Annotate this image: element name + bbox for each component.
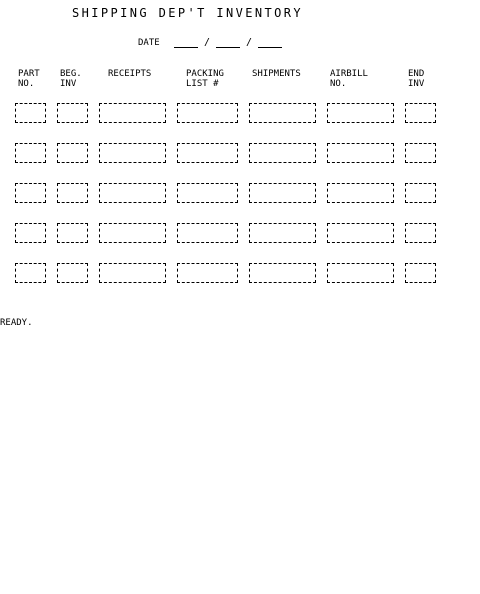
field-airbill-no-row-4[interactable] bbox=[327, 223, 394, 243]
screen-title: SHIPPING DEP'T INVENTORY bbox=[72, 6, 303, 20]
field-packing-list-row-2[interactable] bbox=[177, 143, 238, 163]
field-receipts-row-4[interactable] bbox=[99, 223, 166, 243]
field-shipments-row-2[interactable] bbox=[249, 143, 316, 163]
field-receipts-row-5[interactable] bbox=[99, 263, 166, 283]
field-end-inv-row-2[interactable] bbox=[405, 143, 436, 163]
date-day-field[interactable] bbox=[216, 38, 240, 48]
header-end-inv: END INV bbox=[408, 69, 425, 89]
field-part-no-row-5[interactable] bbox=[15, 263, 46, 283]
field-end-inv-row-5[interactable] bbox=[405, 263, 436, 283]
date-label: DATE bbox=[138, 38, 160, 48]
field-airbill-no-row-2[interactable] bbox=[327, 143, 394, 163]
field-receipts-row-2[interactable] bbox=[99, 143, 166, 163]
header-receipts: RECEIPTS bbox=[108, 69, 152, 79]
field-airbill-no-row-5[interactable] bbox=[327, 263, 394, 283]
header-airbill-no: AIRBILL NO. bbox=[330, 69, 368, 89]
field-part-no-row-4[interactable] bbox=[15, 223, 46, 243]
field-packing-list-row-4[interactable] bbox=[177, 223, 238, 243]
header-shipments: SHIPMENTS bbox=[252, 69, 301, 79]
field-beg-inv-row-1[interactable] bbox=[57, 103, 88, 123]
field-beg-inv-row-3[interactable] bbox=[57, 183, 88, 203]
date-separator: / bbox=[204, 37, 211, 48]
field-part-no-row-3[interactable] bbox=[15, 183, 46, 203]
field-shipments-row-4[interactable] bbox=[249, 223, 316, 243]
date-month-field[interactable] bbox=[174, 38, 198, 48]
field-receipts-row-1[interactable] bbox=[99, 103, 166, 123]
field-receipts-row-3[interactable] bbox=[99, 183, 166, 203]
field-airbill-no-row-1[interactable] bbox=[327, 103, 394, 123]
field-end-inv-row-4[interactable] bbox=[405, 223, 436, 243]
status-ready: READY. bbox=[0, 318, 33, 328]
field-packing-list-row-3[interactable] bbox=[177, 183, 238, 203]
field-beg-inv-row-5[interactable] bbox=[57, 263, 88, 283]
field-shipments-row-5[interactable] bbox=[249, 263, 316, 283]
field-part-no-row-1[interactable] bbox=[15, 103, 46, 123]
date-year-field[interactable] bbox=[258, 38, 282, 48]
field-end-inv-row-1[interactable] bbox=[405, 103, 436, 123]
field-shipments-row-3[interactable] bbox=[249, 183, 316, 203]
field-packing-list-row-5[interactable] bbox=[177, 263, 238, 283]
field-end-inv-row-3[interactable] bbox=[405, 183, 436, 203]
field-packing-list-row-1[interactable] bbox=[177, 103, 238, 123]
field-beg-inv-row-2[interactable] bbox=[57, 143, 88, 163]
date-separator: / bbox=[246, 37, 253, 48]
header-beg-inv: BEG. INV bbox=[60, 69, 82, 89]
header-packing-list: PACKING LIST # bbox=[186, 69, 224, 89]
field-beg-inv-row-4[interactable] bbox=[57, 223, 88, 243]
field-airbill-no-row-3[interactable] bbox=[327, 183, 394, 203]
field-shipments-row-1[interactable] bbox=[249, 103, 316, 123]
field-part-no-row-2[interactable] bbox=[15, 143, 46, 163]
header-part-no: PART NO. bbox=[18, 69, 40, 89]
